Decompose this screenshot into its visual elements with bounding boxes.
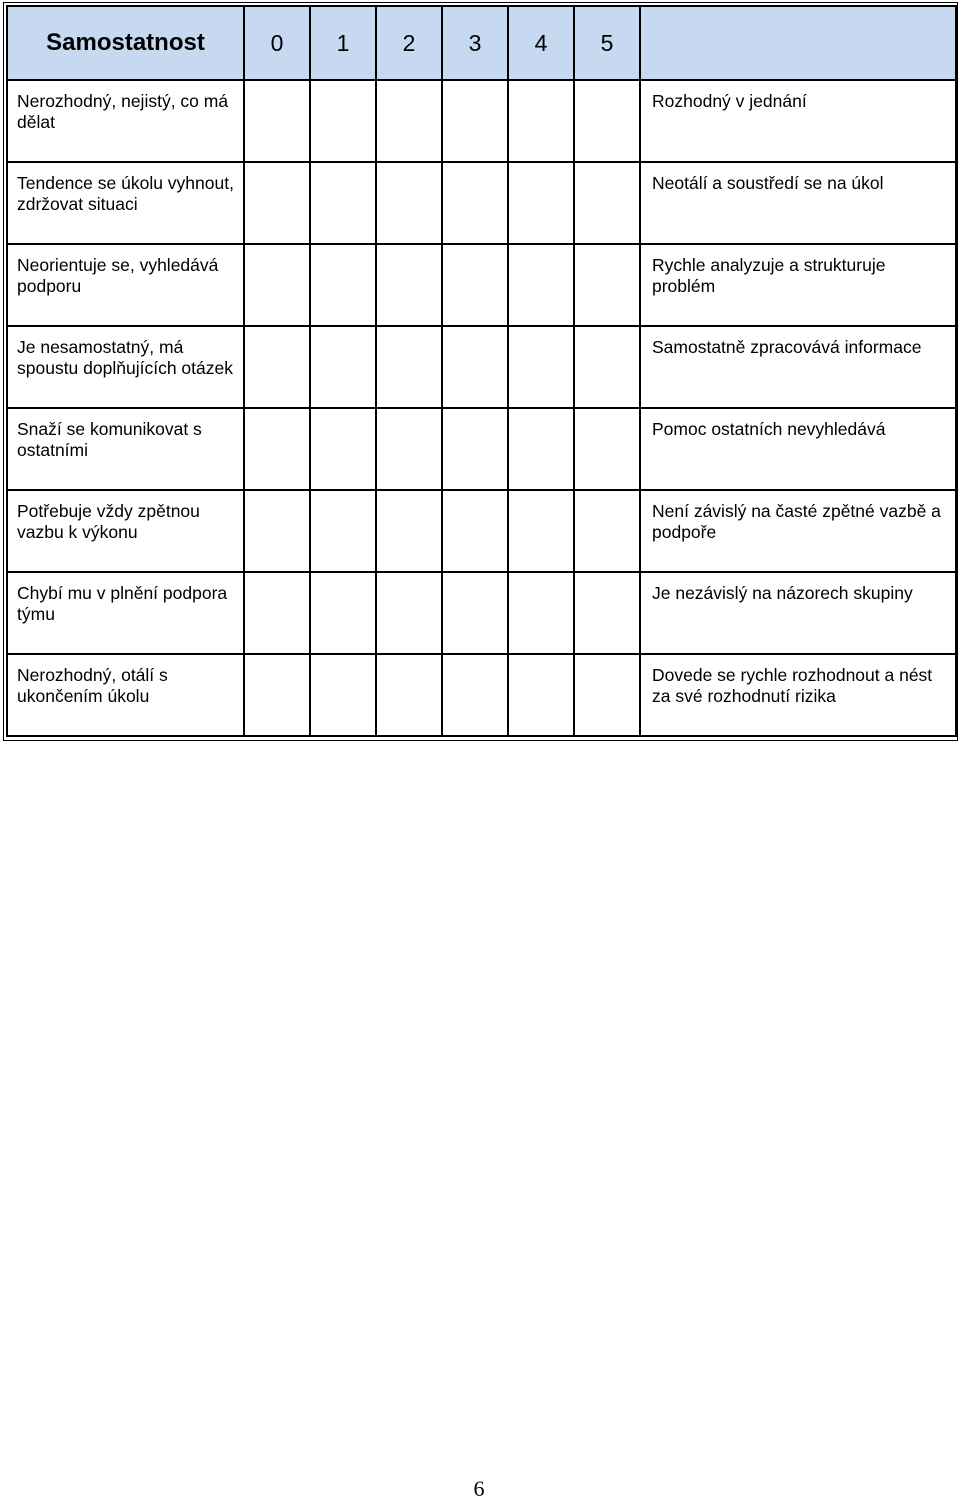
evaluation-table	[6, 5, 957, 737]
score-cell-5[interactable]	[574, 244, 640, 326]
table-row	[7, 326, 956, 408]
score-cell-0[interactable]	[244, 162, 310, 244]
table-header-row	[7, 6, 956, 80]
positive-descriptor: Rozhodný v jednání	[652, 91, 807, 111]
table-row	[7, 490, 956, 572]
score-header-4: 4	[508, 6, 574, 80]
positive-descriptor-cell	[640, 408, 956, 490]
score-cell-3[interactable]	[442, 408, 508, 490]
score-cell-4[interactable]	[508, 244, 574, 326]
negative-descriptor: Je nesamostatný, má spoustu doplňujících otázek	[17, 337, 233, 378]
score-cell-4[interactable]	[508, 162, 574, 244]
positive-descriptor-cell	[640, 572, 956, 654]
table-row	[7, 572, 956, 654]
table-row	[7, 162, 956, 244]
score-cell-5[interactable]	[574, 654, 640, 736]
negative-descriptor-cell	[7, 408, 244, 490]
score-cell-4[interactable]	[508, 80, 574, 162]
positive-descriptor: Je nezávislý na názorech skupiny	[652, 583, 913, 603]
positive-descriptor: Není závislý na časté zpětné vazbě a podpoře	[652, 501, 941, 542]
negative-descriptor-cell	[7, 80, 244, 162]
score-cell-4[interactable]	[508, 572, 574, 654]
score-cell-2[interactable]	[376, 162, 442, 244]
negative-descriptor: Nerozhodný, nejistý, co má dělat	[17, 91, 229, 132]
score-cell-0[interactable]	[244, 326, 310, 408]
positive-descriptor-cell	[640, 326, 956, 408]
score-cell-5[interactable]	[574, 490, 640, 572]
score-cell-1[interactable]	[310, 326, 376, 408]
score-cell-2[interactable]	[376, 490, 442, 572]
score-cell-3[interactable]	[442, 162, 508, 244]
score-cell-0[interactable]	[244, 408, 310, 490]
score-header-3: 3	[442, 6, 508, 80]
score-cell-3[interactable]	[442, 244, 508, 326]
score-cell-5[interactable]	[574, 572, 640, 654]
score-cell-2[interactable]	[376, 408, 442, 490]
negative-descriptor-cell	[7, 326, 244, 408]
score-cell-5[interactable]	[574, 80, 640, 162]
score-cell-1[interactable]	[310, 80, 376, 162]
score-cell-4[interactable]	[508, 654, 574, 736]
score-cell-4[interactable]	[508, 408, 574, 490]
score-cell-4[interactable]	[508, 490, 574, 572]
table-row	[7, 654, 956, 736]
score-header-2: 2	[376, 6, 442, 80]
score-cell-3[interactable]	[442, 326, 508, 408]
score-cell-3[interactable]	[442, 80, 508, 162]
score-cell-0[interactable]	[244, 490, 310, 572]
score-header-5: 5	[574, 6, 640, 80]
score-cell-5[interactable]	[574, 408, 640, 490]
negative-descriptor-cell	[7, 572, 244, 654]
page-number: 6	[473, 1476, 485, 1501]
score-cell-3[interactable]	[442, 572, 508, 654]
score-cell-0[interactable]	[244, 80, 310, 162]
score-cell-2[interactable]	[376, 654, 442, 736]
table-row	[7, 80, 956, 162]
score-cell-1[interactable]	[310, 244, 376, 326]
positive-descriptor: Pomoc ostatních nevyhledává	[652, 419, 886, 439]
negative-descriptor-cell	[7, 654, 244, 736]
positive-descriptor-cell	[640, 654, 956, 736]
score-cell-2[interactable]	[376, 326, 442, 408]
score-cell-0[interactable]	[244, 654, 310, 736]
positive-descriptor: Neotálí a soustředí se na úkol	[652, 173, 884, 193]
score-cell-2[interactable]	[376, 572, 442, 654]
score-cell-1[interactable]	[310, 408, 376, 490]
positive-descriptor-cell	[640, 80, 956, 162]
table-title: Samostatnost	[7, 6, 244, 80]
score-header-0: 0	[244, 6, 310, 80]
score-cell-1[interactable]	[310, 490, 376, 572]
score-cell-5[interactable]	[574, 326, 640, 408]
negative-descriptor: Tendence se úkolu vyhnout, zdržovat situaci	[17, 173, 234, 214]
negative-descriptor: Snaží se komunikovat s ostatními	[17, 419, 202, 460]
score-cell-2[interactable]	[376, 80, 442, 162]
score-cell-0[interactable]	[244, 244, 310, 326]
negative-descriptor: Neorientuje se, vyhledává podporu	[17, 255, 219, 296]
positive-descriptor: Rychle analyzuje a strukturuje problém	[652, 255, 886, 296]
negative-descriptor: Potřebuje vždy zpětnou vazbu k výkonu	[17, 501, 200, 542]
positive-descriptor-cell	[640, 490, 956, 572]
score-cell-2[interactable]	[376, 244, 442, 326]
positive-descriptor-cell	[640, 162, 956, 244]
table-row	[7, 244, 956, 326]
header-blank-cell	[640, 6, 956, 80]
negative-descriptor: Chybí mu v plnění podpora týmu	[17, 583, 228, 624]
score-header-1: 1	[310, 6, 376, 80]
negative-descriptor: Nerozhodný, otálí s ukončením úkolu	[17, 665, 168, 706]
score-cell-4[interactable]	[508, 326, 574, 408]
score-cell-3[interactable]	[442, 490, 508, 572]
table-row	[7, 408, 956, 490]
negative-descriptor-cell	[7, 244, 244, 326]
positive-descriptor: Samostatně zpracovává informace	[652, 337, 922, 357]
negative-descriptor-cell	[7, 162, 244, 244]
score-cell-5[interactable]	[574, 162, 640, 244]
positive-descriptor-cell	[640, 244, 956, 326]
table-body	[7, 80, 956, 736]
score-cell-0[interactable]	[244, 572, 310, 654]
score-cell-3[interactable]	[442, 654, 508, 736]
score-cell-1[interactable]	[310, 162, 376, 244]
negative-descriptor-cell	[7, 490, 244, 572]
score-cell-1[interactable]	[310, 654, 376, 736]
score-cell-1[interactable]	[310, 572, 376, 654]
positive-descriptor: Dovede se rychle rozhodnout a nést za své rozhodnutí rizika	[652, 665, 933, 706]
